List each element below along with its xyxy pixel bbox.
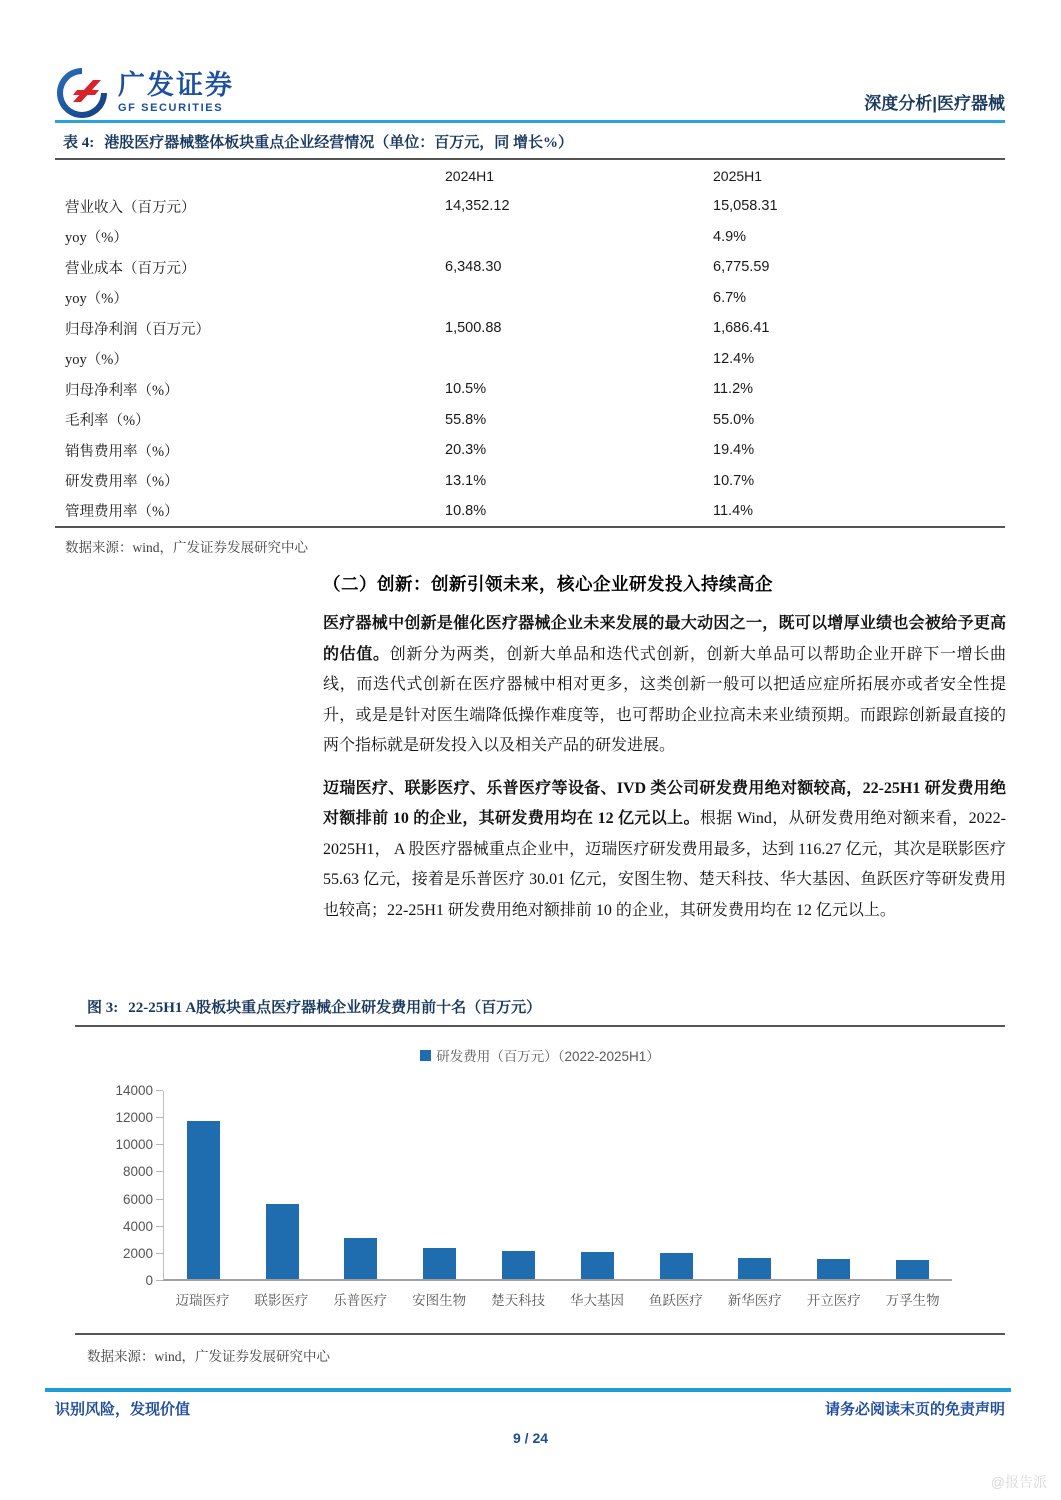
metric-label: 研发费用率（%） (65, 474, 179, 491)
metric-column-header (55, 159, 445, 191)
bar-楚天科技 (502, 1251, 535, 1279)
metric-label: 管理费用率（%） (65, 504, 179, 521)
financial-table (55, 158, 1005, 528)
y-axis-tick-mark (156, 1253, 163, 1254)
table-title-text: 港股医疗器械整体板块重点企业经营情况（单位：百万元，同 增长%） (104, 135, 574, 151)
y-axis-tick-label: 12000 (115, 1110, 153, 1126)
bar-迈瑞医疗 (187, 1121, 220, 1279)
metric-label: yoy（%） (65, 230, 128, 247)
y-axis-tick-label: 10000 (115, 1137, 153, 1153)
table-title (55, 128, 1005, 158)
legend-label: 研发费用（百万元）（2022-2025H1） (436, 1049, 660, 1064)
value-2025h1: 12.4% (713, 350, 755, 367)
chart-x-axis-labels (163, 1289, 952, 1309)
bar-鱼跃医疗 (660, 1253, 693, 1279)
x-axis-category-label: 开立医疗 (806, 1293, 861, 1308)
table-row (55, 191, 1005, 222)
column-header-2024h1: 2024H1 (445, 167, 495, 184)
x-axis-category-label: 万孚生物 (885, 1293, 940, 1308)
y-axis-tick-label: 4000 (122, 1218, 153, 1234)
figure-title (75, 994, 1005, 1025)
section-innovation (323, 571, 1006, 938)
y-axis-tick-label: 6000 (122, 1191, 153, 1207)
value-2025h1: 4.9% (713, 228, 747, 245)
value-2025h1: 10.7% (713, 472, 755, 489)
metric-label: 销售费用率（%） (65, 443, 179, 460)
bar-slot (637, 1091, 716, 1279)
bar-slot (243, 1091, 322, 1279)
bar-slot (479, 1091, 558, 1279)
chart-legend (75, 1047, 1005, 1063)
header-divider (55, 120, 1005, 123)
brand-name-cn: 广发证券 (118, 70, 234, 100)
paragraph-1-body: 创新分为两类，创新大单品和迭代式创新，创新大单品可以帮助企业开辟下一增长曲线，而迭代式创新在医疗器械中相对更多，这类创新一般可以把适应症所拓展亦或者安全性提升，或是是针对医生端降低操作难度等，也可帮助企业拉高未来业绩预期。而跟踪创新最直接的两个指标就是研发投入以及相关产品的研发进展。 (323, 645, 1006, 754)
x-axis-category-label: 安图生物 (412, 1293, 467, 1308)
table-row (55, 313, 1005, 344)
value-2025h1: 1,686.41 (713, 320, 770, 337)
value-2025h1: 6.7% (713, 289, 747, 306)
metric-label: yoy（%） (65, 352, 128, 369)
table-header-row (55, 159, 1005, 191)
table-row (55, 435, 1005, 466)
page-footer (55, 1398, 1005, 1419)
figure-top-rule (75, 1025, 1005, 1027)
x-axis-category-label: 鱼跃医疗 (648, 1293, 703, 1308)
value-2024h1 (445, 283, 713, 314)
footer-divider (45, 1388, 1011, 1392)
bar-新华医疗 (738, 1258, 771, 1279)
paragraph-2-body: 根据 Wind，从研发费用绝对额来看，2022-2025H1， A 股医疗器械重点企业中，迈瑞医疗研发费用最多，达到 116.27 亿元，其次是联影医疗 55.63 亿元，接着是乐普医疗 30.01 亿元，安图生物、楚天科技、华大基因、鱼跃医疗等研发费用也较高；22-25H1 研发费用绝对额排前 10 的企业，其研发费用均在 12 亿元以上。 (323, 810, 1006, 919)
bar-slot (873, 1091, 952, 1279)
table-row (55, 252, 1005, 283)
value-2024h1: 14,352.12 (445, 198, 510, 215)
y-axis-tick-label: 8000 (122, 1164, 153, 1180)
y-axis-tick-label: 14000 (115, 1083, 153, 1098)
figure-3-block (75, 994, 1005, 1365)
table-row (55, 496, 1005, 527)
section-heading: （二）创新：创新引领未来，核心企业研发投入持续高企 (323, 574, 773, 594)
metric-label: 归母净利率（%） (65, 382, 179, 399)
value-2024h1: 10.8% (445, 502, 487, 519)
bar-chart (75, 1083, 1005, 1288)
bar-slot (400, 1091, 479, 1279)
gf-logo-icon (55, 66, 109, 120)
value-2024h1 (445, 344, 713, 375)
metric-label: yoy（%） (65, 291, 128, 308)
y-axis-tick-label: 0 (145, 1273, 153, 1288)
value-2025h1: 15,058.31 (713, 198, 778, 215)
footer-disclaimer-note: 请务必阅读末页的免责声明 (824, 1401, 1005, 1418)
footer-slogan: 识别风险，发现价值 (55, 1401, 191, 1418)
x-axis-category-label: 迈瑞医疗 (175, 1293, 230, 1308)
figure-source: 数据来源：wind，广发证券发展研究中心 (87, 1349, 330, 1364)
value-2025h1: 55.0% (713, 411, 755, 428)
bar-乐普医疗 (344, 1238, 377, 1279)
watermark: @报告派 (990, 1474, 1047, 1490)
value-2024h1 (445, 222, 713, 253)
y-axis-tick-mark (156, 1090, 163, 1091)
value-2024h1: 1,500.88 (445, 320, 502, 337)
table-row (55, 283, 1005, 314)
bar-联影医疗 (266, 1204, 299, 1279)
value-2025h1: 11.4% (713, 502, 754, 519)
metric-label: 毛利率（%） (65, 413, 150, 430)
paragraph-1-lead: 医疗器械中创新是催化医疗器械企业未来发展的最大动因之一，既可以增厚业绩也会被给予更高的估值。 (323, 615, 1006, 663)
y-axis-tick-mark (156, 1280, 163, 1281)
bar-slot (164, 1091, 243, 1279)
x-axis-category-label: 新华医疗 (727, 1293, 782, 1308)
y-axis-tick-mark (156, 1117, 163, 1118)
x-axis-category-label: 乐普医疗 (333, 1293, 388, 1308)
value-2024h1: 6,348.30 (445, 259, 502, 276)
table-number-label: 表 4: (63, 135, 95, 151)
value-2025h1: 19.4% (713, 442, 755, 459)
figure-number-label: 图 3: (87, 1000, 119, 1016)
y-axis-tick-label: 2000 (122, 1245, 153, 1261)
bar-开立医疗 (817, 1259, 850, 1279)
paragraph-2-lead: 迈瑞医疗、联影医疗、乐普医疗等设备、IVD 类公司研发费用绝对额较高，22-25H1 研发费用绝对额排前 10 的企业，其研发费用均在 12 亿元以上。 (323, 779, 1006, 827)
y-axis-tick-mark (156, 1226, 163, 1227)
figure-title-text: 22-25H1 A股板块重点医疗器械企业研发费用前十名（百万元） (128, 1000, 542, 1016)
x-axis-category-label: 联影医疗 (254, 1293, 309, 1308)
value-2025h1: 11.2% (713, 381, 754, 398)
x-axis-category-label: 华大基因 (569, 1293, 624, 1308)
page-header (55, 64, 1005, 120)
bar-slot (322, 1091, 401, 1279)
table-row (55, 344, 1005, 375)
value-2024h1: 20.3% (445, 442, 487, 459)
table-row (55, 466, 1005, 497)
y-axis-tick-mark (156, 1144, 163, 1145)
gf-securities-logo (55, 66, 234, 120)
bar-slot (794, 1091, 873, 1279)
bar-安图生物 (423, 1248, 456, 1279)
bar-slot (716, 1091, 795, 1279)
metric-label: 营业成本（百万元） (65, 260, 196, 277)
legend-swatch-icon (420, 1050, 431, 1061)
metric-label: 归母净利润（百万元） (65, 321, 210, 338)
bar-华大基因 (581, 1252, 614, 1279)
table-row (55, 222, 1005, 253)
table-source: 数据来源：wind，广发证券发展研究中心 (65, 539, 308, 555)
table-4-block (55, 128, 1005, 556)
x-axis-category-label: 楚天科技 (491, 1293, 546, 1308)
brand-text (118, 72, 234, 114)
bar-万孚生物 (896, 1260, 929, 1279)
value-2024h1: 10.5% (445, 381, 487, 398)
column-header-2025h1: 2025H1 (713, 167, 763, 184)
table-row (55, 405, 1005, 436)
y-axis-tick-mark (156, 1199, 163, 1200)
report-category-label: 深度分析|医疗器械 (864, 94, 1005, 113)
chart-plot-area (163, 1091, 952, 1281)
value-2024h1: 13.1% (445, 472, 487, 489)
value-2024h1: 55.8% (445, 411, 487, 428)
y-axis-tick-mark (156, 1171, 163, 1172)
table-row (55, 374, 1005, 405)
paragraph-1 (323, 609, 1006, 762)
paragraph-2 (323, 774, 1006, 927)
page-number: 9 / 24 (512, 1430, 549, 1446)
bar-slot (558, 1091, 637, 1279)
metric-label: 营业收入（百万元） (65, 199, 196, 216)
brand-name-en: GF SECURITIES (118, 102, 224, 114)
value-2025h1: 6,775.59 (713, 259, 770, 276)
